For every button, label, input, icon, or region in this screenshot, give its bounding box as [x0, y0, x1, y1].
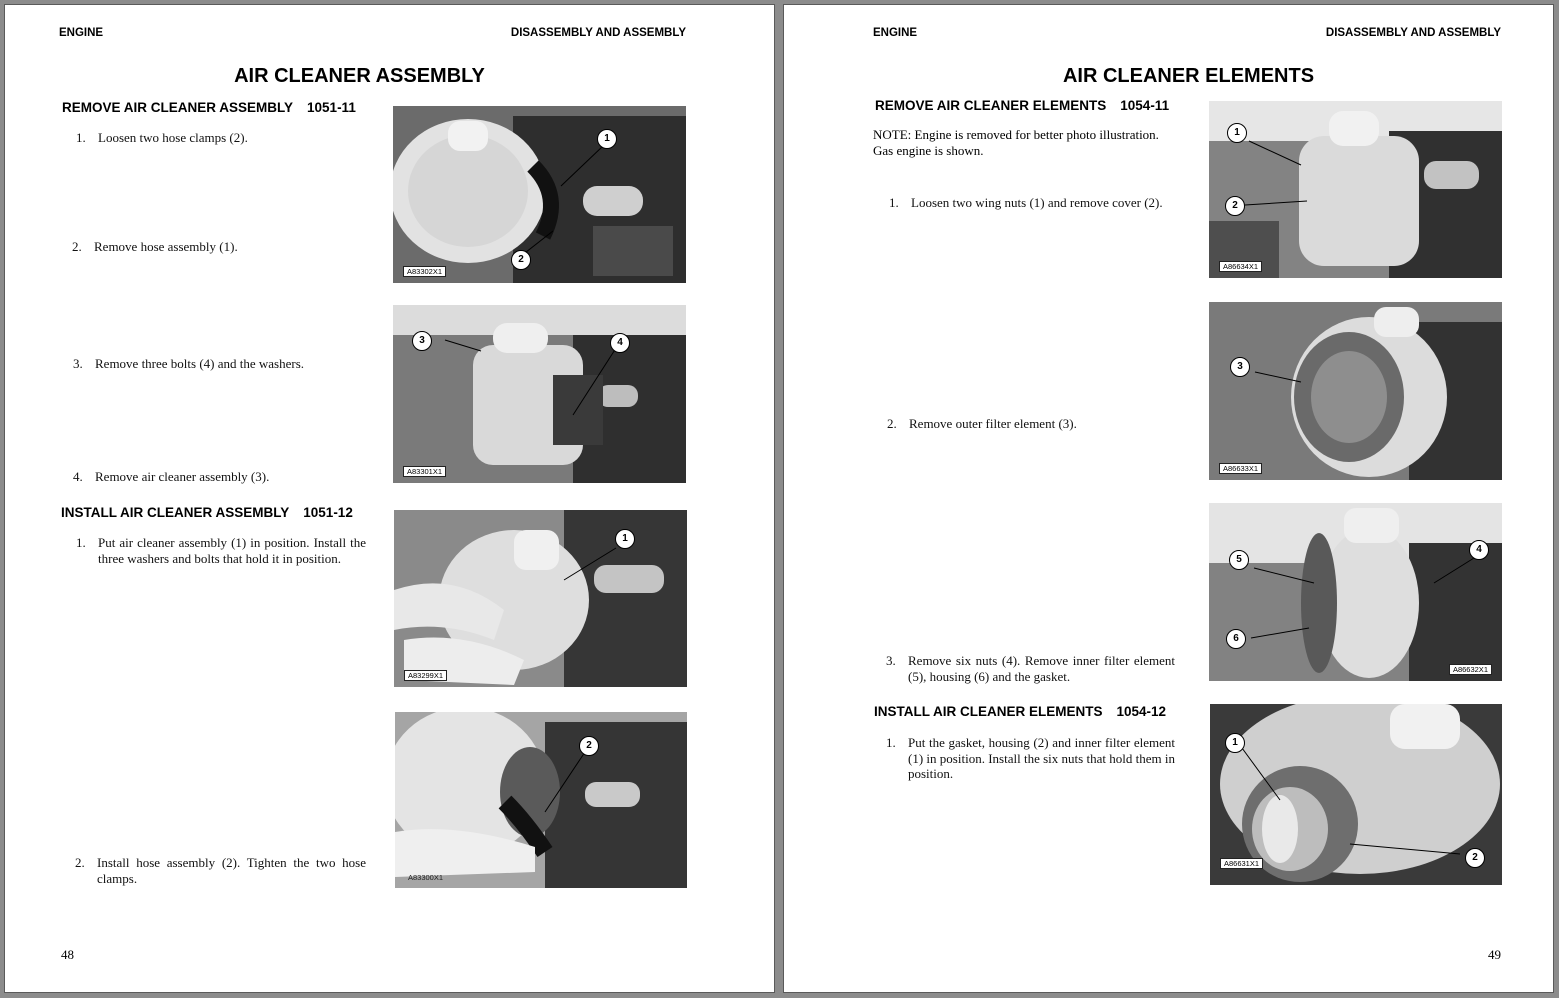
- step-text: Remove air cleaner assembly (3).: [95, 469, 270, 484]
- photo-code: A83302X1: [403, 266, 446, 277]
- step-number: 2.: [72, 239, 82, 254]
- engine-photo: [395, 712, 687, 888]
- callout-marker: 6: [1226, 629, 1246, 649]
- step-item: [76, 130, 366, 146]
- step-number: 4.: [73, 469, 83, 484]
- step-item: [73, 356, 366, 372]
- section-heading-remove: [875, 98, 1169, 113]
- step-text: Remove six nuts (4). Remove inner filter element (5), housing (6) and the gasket.: [908, 653, 1175, 684]
- callout-marker: 3: [1230, 357, 1250, 377]
- engine-photo: [1209, 101, 1502, 278]
- step-text: Loosen two hose clamps (2).: [98, 130, 248, 145]
- section-heading-install: [61, 505, 353, 520]
- callout-marker: 2: [1225, 196, 1245, 216]
- step-text: Put air cleaner assembly (1) in position. Install the three washers and bolts that hold it in position.: [98, 535, 366, 566]
- section-title: INSTALL AIR CLEANER ASSEMBLY: [61, 505, 290, 520]
- step-number: 2.: [75, 855, 85, 870]
- step-text: Put the gasket, housing (2) and inner filter element (1) in position. Install the six nuts that hold them in position.: [908, 735, 1175, 781]
- right-page: [783, 4, 1554, 993]
- section-title: REMOVE AIR CLEANER ELEMENTS: [875, 98, 1107, 113]
- engine-photo: [1209, 503, 1502, 681]
- photo-code: A83299X1: [404, 670, 447, 681]
- step-text: Remove hose assembly (1).: [94, 239, 238, 254]
- section-title: REMOVE AIR CLEANER ASSEMBLY: [62, 100, 294, 115]
- callout-marker: 1: [597, 129, 617, 149]
- left-page: [4, 4, 775, 993]
- step-item: [886, 653, 1175, 684]
- callout-marker: 4: [1469, 540, 1489, 560]
- step-number: 1.: [889, 195, 899, 210]
- page-title: AIR CLEANER ASSEMBLY: [234, 65, 485, 87]
- step-item: [887, 416, 1175, 432]
- section-code: 1054-12: [1116, 704, 1167, 719]
- page-number: 48: [61, 947, 74, 962]
- step-text: Remove three bolts (4) and the washers.: [95, 356, 305, 371]
- engine-photo: [393, 305, 686, 483]
- step-number: 3.: [73, 356, 83, 371]
- step-item: [889, 195, 1175, 211]
- step-number: 3.: [886, 653, 896, 668]
- callout-marker: 1: [615, 529, 635, 549]
- step-number: 2.: [887, 416, 897, 431]
- photo-code: A86632X1: [1449, 664, 1492, 675]
- step-number: 1.: [76, 535, 86, 550]
- photo-code: A83300X1: [408, 873, 444, 882]
- photo-code: A86634X1: [1219, 261, 1262, 272]
- callout-marker: 1: [1225, 733, 1245, 753]
- step-item: [76, 535, 366, 566]
- callout-marker: 2: [511, 250, 531, 270]
- callout-marker: 2: [1465, 848, 1485, 868]
- step-text: Loosen two wing nuts (1) and remove cover (2).: [911, 195, 1163, 210]
- step-number: 1.: [76, 130, 86, 145]
- header-section-left: ENGINE: [873, 27, 918, 39]
- callout-marker: 4: [610, 333, 630, 353]
- engine-photo: [394, 510, 687, 687]
- section-code: 1051-12: [303, 505, 353, 520]
- section-code: 1051-11: [307, 100, 356, 115]
- note-text: NOTE: Engine is removed for better photo illustration. Gas engine is shown.: [873, 127, 1159, 158]
- section-heading-remove: [62, 100, 356, 115]
- step-item: [75, 855, 366, 886]
- page-number: 49: [1488, 947, 1501, 962]
- step-item: [72, 239, 366, 255]
- callout-marker: 2: [579, 736, 599, 756]
- section-title: INSTALL AIR CLEANER ELEMENTS: [874, 704, 1103, 719]
- header-chapter-right: DISASSEMBLY AND ASSEMBLY: [510, 27, 686, 39]
- step-item: [73, 469, 366, 485]
- step-item: [886, 735, 1175, 782]
- callout-marker: 3: [412, 331, 432, 351]
- step-text: Remove outer filter element (3).: [909, 416, 1077, 431]
- step-text: Install hose assembly (2). Tighten the two hose clamps.: [97, 855, 366, 886]
- callout-marker: 5: [1229, 550, 1249, 570]
- photo-code: A86631X1: [1220, 858, 1263, 869]
- callout-marker: 1: [1227, 123, 1247, 143]
- engine-photo: [1210, 704, 1502, 885]
- header-chapter-right: DISASSEMBLY AND ASSEMBLY: [1325, 27, 1501, 39]
- header-section-left: ENGINE: [59, 27, 104, 39]
- photo-code: A86633X1: [1219, 463, 1262, 474]
- section-code: 1054-11: [1120, 98, 1170, 113]
- page-title: AIR CLEANER ELEMENTS: [1062, 65, 1315, 87]
- photo-code: A83301X1: [403, 466, 446, 477]
- engine-photo: [1209, 302, 1502, 480]
- engine-photo: [393, 106, 686, 283]
- section-heading-install: [874, 704, 1166, 719]
- step-number: 1.: [886, 735, 896, 750]
